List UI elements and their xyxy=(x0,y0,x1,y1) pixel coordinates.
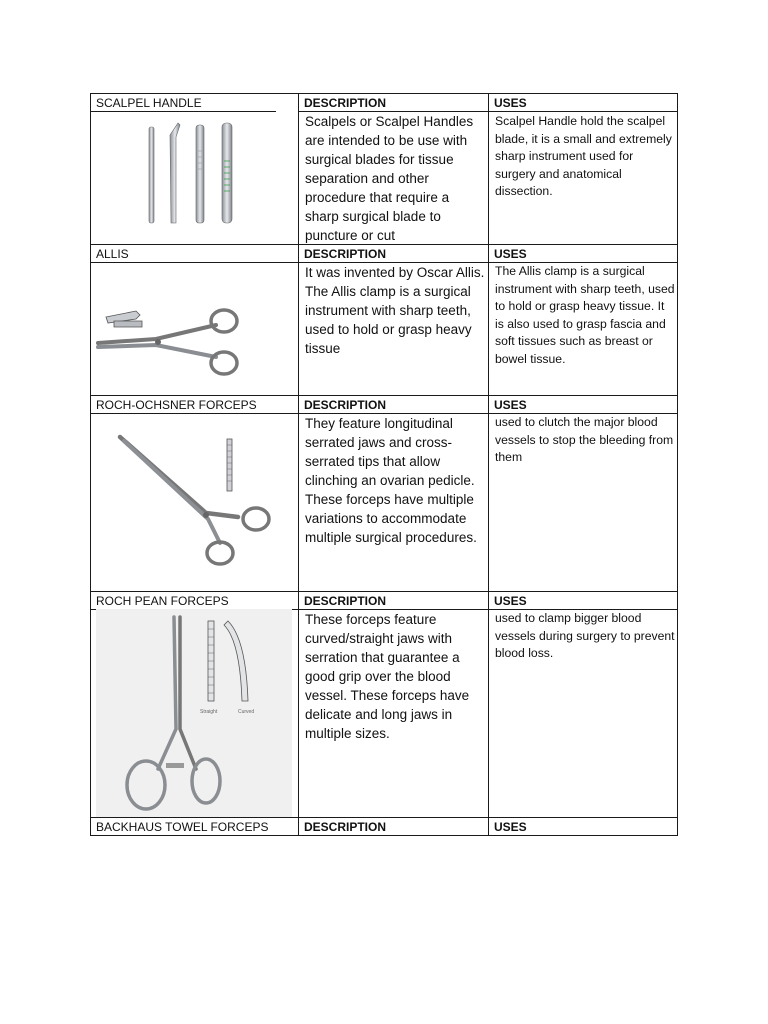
row-divider xyxy=(90,817,678,818)
description-header: DESCRIPTION xyxy=(304,96,387,110)
image-caption: Straight xyxy=(200,709,218,715)
ochsner-forceps-icon xyxy=(116,433,276,568)
instrument-table xyxy=(90,93,678,836)
table-border-left xyxy=(90,93,91,836)
row-divider xyxy=(90,395,678,396)
instrument-uses: used to clutch the major blood vessels to stop the bleeding from them xyxy=(495,415,674,464)
instrument-name: SCALPEL HANDLE xyxy=(96,96,202,110)
table-border-top-left xyxy=(90,93,298,94)
description-header: DESCRIPTION xyxy=(304,594,387,608)
uses-header: USES xyxy=(494,594,527,608)
instrument-name: ROCH-OCHSNER FORCEPS xyxy=(96,398,257,412)
description-header: DESCRIPTION xyxy=(304,247,387,261)
table-border-bottom xyxy=(90,835,678,836)
instrument-uses: used to clamp bigger blood vessels during surgery to prevent blood loss. xyxy=(495,611,675,660)
scalpel-handles-icon xyxy=(140,121,240,225)
allis-clamp-icon xyxy=(96,301,246,381)
instrument-description: It was invented by Oscar Allis. The Allis clamp is a surgical instrument with sharp teeth, used to hold or grasp heavy tissue xyxy=(305,265,485,356)
instrument-description: Scalpels or Scalpel Handles are intended to be use with surgical blades for tissue separation and other procedure that require a sharp surgical blade to puncture or cut xyxy=(305,114,474,243)
uses-header: USES xyxy=(494,96,527,110)
instrument-name: ALLIS xyxy=(96,247,129,261)
instrument-name: BACKHAUS TOWEL FORCEPS xyxy=(96,820,269,834)
instrument-description: These forceps feature curved/straight jaws with serration that guarantee a good grip over the blood vessel. These forceps have delicate and long jaws in multiple sizes. xyxy=(305,612,470,741)
table-border-right xyxy=(677,93,678,836)
column-divider xyxy=(488,93,489,836)
row-divider xyxy=(90,591,678,592)
instrument-name: ROCH PEAN FORCEPS xyxy=(96,594,229,608)
description-header: DESCRIPTION xyxy=(304,398,387,412)
description-header: DESCRIPTION xyxy=(304,820,387,834)
image-caption: Curved xyxy=(238,709,255,715)
instrument-description: They feature longitudinal serrated jaws and cross-serrated tips that allow clinching an ovarian pedicle. These forceps have multiple variations to accommodate multiple surgical procedures. xyxy=(305,416,477,545)
uses-header: USES xyxy=(494,247,527,261)
instrument-uses: The Allis clamp is a surgical instrument with sharp teeth, used to hold or grasp heavy tissue. It is also used to grasp fascia and soft tissues such as breast or bowel tissue. xyxy=(495,264,675,366)
pean-forceps-icon xyxy=(96,609,292,817)
row-divider xyxy=(90,111,276,112)
column-divider xyxy=(298,93,299,836)
instrument-uses: Scalpel Handle hold the scalpel blade, it is a small and extremely sharp instrument used for surgery and anatomical dissection. xyxy=(495,114,672,198)
uses-header: USES xyxy=(494,398,527,412)
uses-header: USES xyxy=(494,820,527,834)
